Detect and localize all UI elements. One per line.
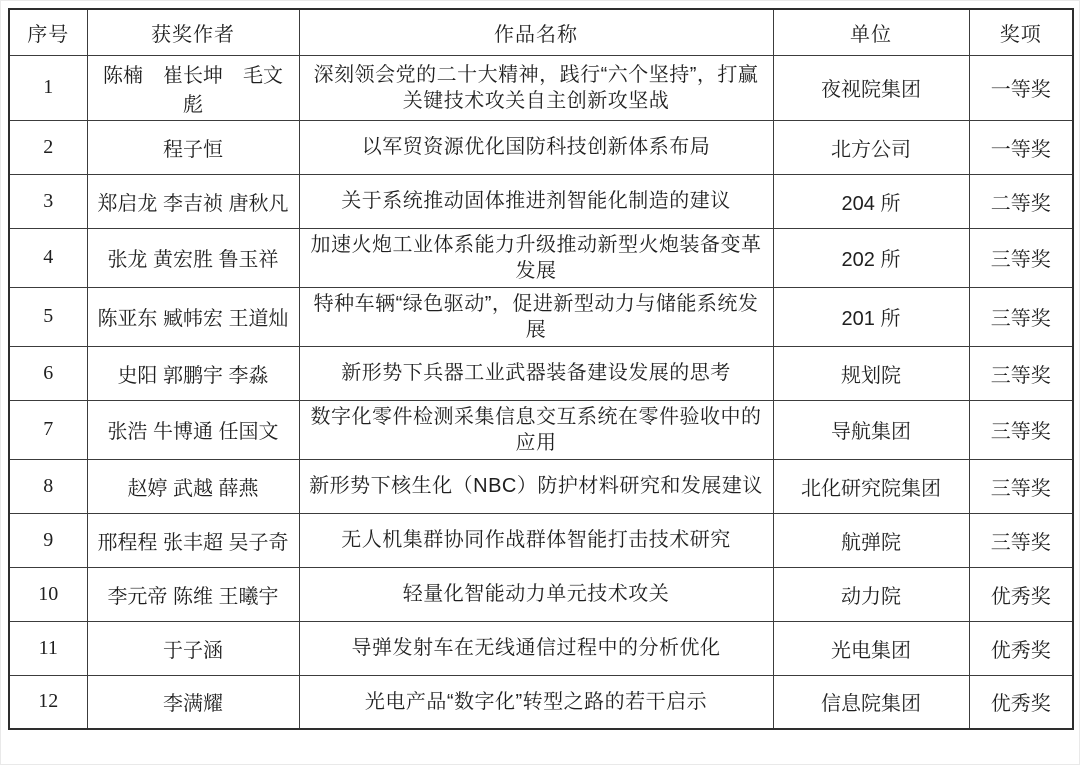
column-header-unit: 单位 (773, 9, 969, 55)
table-row (9, 513, 1073, 567)
cell-unit: 信息院集团 (773, 675, 969, 729)
table-row (9, 400, 1073, 459)
cell-title: 特种车辆“绿色驱动”，促进新型动力与储能系统发展 (299, 287, 773, 346)
table-row (9, 567, 1073, 621)
table-row (9, 621, 1073, 675)
cell-title: 无人机集群协同作战群体智能打击技术研究 (299, 513, 773, 567)
table-row (9, 228, 1073, 287)
cell-authors: 邢程程 张丰超 吴子奇 (87, 513, 299, 567)
cell-unit: 202 所 (773, 228, 969, 287)
cell-authors: 程子恒 (87, 120, 299, 174)
cell-index: 7 (9, 400, 87, 459)
cell-unit: 204 所 (773, 174, 969, 228)
cell-title: 新形势下兵器工业武器装备建设发展的思考 (299, 346, 773, 400)
table-row (9, 675, 1073, 729)
cell-award: 优秀奖 (969, 567, 1073, 621)
cell-index: 10 (9, 567, 87, 621)
table-row (9, 174, 1073, 228)
cell-unit: 光电集团 (773, 621, 969, 675)
cell-index: 2 (9, 120, 87, 174)
cell-award: 三等奖 (969, 459, 1073, 513)
cell-unit: 动力院 (773, 567, 969, 621)
cell-unit: 北化研究院集团 (773, 459, 969, 513)
cell-authors: 李满耀 (87, 675, 299, 729)
cell-authors: 史阳 郭鹏宇 李淼 (87, 346, 299, 400)
table-row (9, 459, 1073, 513)
table-row (9, 55, 1073, 120)
cell-award: 三等奖 (969, 228, 1073, 287)
cell-authors: 于子涵 (87, 621, 299, 675)
cell-authors: 张龙 黄宏胜 鲁玉祥 (87, 228, 299, 287)
table-row (9, 120, 1073, 174)
cell-index: 5 (9, 287, 87, 346)
column-header-authors: 获奖作者 (87, 9, 299, 55)
cell-title: 加速火炮工业体系能力升级推动新型火炮装备变革发展 (299, 228, 773, 287)
cell-unit: 规划院 (773, 346, 969, 400)
cell-title: 轻量化智能动力单元技术攻关 (299, 567, 773, 621)
cell-title: 新形势下核生化（NBC）防护材料研究和发展建议 (299, 459, 773, 513)
cell-title: 导弹发射车在无线通信过程中的分析优化 (299, 621, 773, 675)
cell-index: 3 (9, 174, 87, 228)
cell-title: 光电产品“数字化”转型之路的若干启示 (299, 675, 773, 729)
awards-table (8, 8, 1074, 730)
cell-unit: 航弹院 (773, 513, 969, 567)
cell-award: 优秀奖 (969, 675, 1073, 729)
cell-index: 6 (9, 346, 87, 400)
cell-index: 4 (9, 228, 87, 287)
column-header-title: 作品名称 (299, 9, 773, 55)
cell-authors: 李元帝 陈维 王曦宇 (87, 567, 299, 621)
column-header-index: 序号 (9, 9, 87, 55)
cell-index: 12 (9, 675, 87, 729)
cell-index: 1 (9, 55, 87, 120)
column-header-award: 奖项 (969, 9, 1073, 55)
cell-award: 三等奖 (969, 346, 1073, 400)
awards-table-header (9, 9, 1073, 55)
cell-award: 三等奖 (969, 400, 1073, 459)
cell-index: 9 (9, 513, 87, 567)
cell-award: 二等奖 (969, 174, 1073, 228)
cell-authors: 赵婷 武越 薛燕 (87, 459, 299, 513)
cell-title: 数字化零件检测采集信息交互系统在零件验收中的应用 (299, 400, 773, 459)
table-row (9, 287, 1073, 346)
cell-title: 以军贸资源优化国防科技创新体系布局 (299, 120, 773, 174)
cell-award: 一等奖 (969, 55, 1073, 120)
cell-authors: 郑启龙 李吉祯 唐秋凡 (87, 174, 299, 228)
cell-award: 三等奖 (969, 513, 1073, 567)
cell-authors: 陈楠 崔长坤 毛文彪 (87, 55, 299, 120)
cell-index: 11 (9, 621, 87, 675)
cell-authors: 陈亚东 臧帏宏 王道灿 (87, 287, 299, 346)
cell-unit: 夜视院集团 (773, 55, 969, 120)
cell-unit: 北方公司 (773, 120, 969, 174)
cell-authors: 张浩 牛博通 任国文 (87, 400, 299, 459)
awards-table-body (9, 55, 1073, 729)
table-row (9, 346, 1073, 400)
cell-title: 关于系统推动固体推进剂智能化制造的建议 (299, 174, 773, 228)
cell-title: 深刻领会党的二十大精神，践行“六个坚持”，打赢关键技术攻关自主创新攻坚战 (299, 55, 773, 120)
cell-award: 一等奖 (969, 120, 1073, 174)
cell-unit: 201 所 (773, 287, 969, 346)
cell-award: 优秀奖 (969, 621, 1073, 675)
cell-index: 8 (9, 459, 87, 513)
cell-award: 三等奖 (969, 287, 1073, 346)
cell-unit: 导航集团 (773, 400, 969, 459)
header-row (9, 9, 1073, 55)
